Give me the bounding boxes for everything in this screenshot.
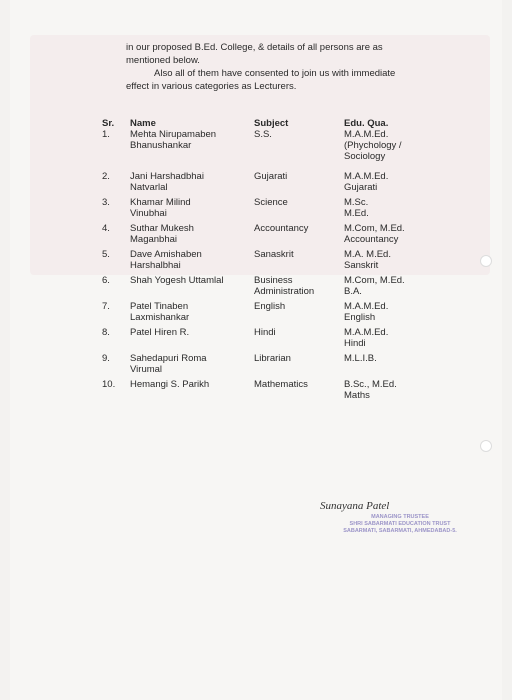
row-sr: 6.: [102, 275, 110, 286]
row-name: Dave Amishaben: [130, 249, 202, 260]
row-qualification: (Phychology /: [344, 140, 402, 151]
row-name: Virumal: [130, 364, 163, 375]
header-subject: Subject: [254, 118, 289, 129]
row-name: Mehta Nirupamaben: [130, 129, 217, 140]
punch-hole: [480, 440, 492, 452]
row-qualification: M.A.M.Ed.: [344, 171, 389, 182]
row-subject: English: [254, 301, 286, 312]
intro-paragraph: [126, 41, 426, 93]
row-name: Khamar Milind: [130, 197, 191, 208]
seal-line: SABARMATI, SABARMATI, AHMEDABAD-5.: [343, 528, 457, 534]
row-qualification: M.Sc.: [344, 197, 369, 208]
row-sr: 10.: [102, 379, 116, 390]
row-qualification: M.A.M.Ed.: [344, 129, 389, 140]
row-name: Patel Tinaben: [130, 301, 189, 312]
row-name: Bhanushankar: [130, 140, 192, 151]
signature: Sunayana Patel: [320, 500, 390, 512]
row-qualification: Gujarati: [344, 182, 378, 193]
row-qualification: M.Ed.: [344, 208, 369, 219]
row-name: Suthar Mukesh: [130, 223, 194, 234]
row-sr: 5.: [102, 249, 110, 260]
row-name: Vinubhai: [130, 208, 167, 219]
row-qualification: Sociology: [344, 151, 386, 162]
row-qualification: Hindi: [344, 338, 366, 349]
row-subject: Business: [254, 275, 293, 286]
seal-line: SHRI SABARMATI EDUCATION TRUST: [349, 521, 451, 527]
row-name: Sahedapuri Roma: [130, 353, 207, 364]
row-subject: Librarian: [254, 353, 291, 364]
row-subject: Administration: [254, 286, 315, 297]
row-qualification: M.Com, M.Ed.: [344, 275, 405, 286]
row-sr: 1.: [102, 129, 110, 140]
row-qualification: M.Com, M.Ed.: [344, 223, 405, 234]
header-qualification: Edu. Qua.: [344, 118, 389, 129]
row-subject: Mathematics: [254, 379, 308, 390]
row-subject: Hindi: [254, 327, 276, 338]
row-name: Harshalbhai: [130, 260, 181, 271]
row-subject: Accountancy: [254, 223, 309, 234]
row-qualification: Maths: [344, 390, 370, 401]
row-sr: 9.: [102, 353, 110, 364]
row-name: Shah Yogesh Uttamlal: [130, 275, 224, 286]
intro-line: in our proposed B.Ed. College, & details of all persons are as: [126, 42, 383, 53]
row-sr: 7.: [102, 301, 110, 312]
row-name: Jani Harshadbhai: [130, 171, 204, 182]
row-qualification: B.A.: [344, 286, 362, 297]
row-name: Hemangi S. Parikh: [130, 379, 210, 390]
row-subject: Sanaskrit: [254, 249, 294, 260]
row-sr: 2.: [102, 171, 110, 182]
document-page: [10, 0, 502, 700]
row-name: Maganbhai: [130, 234, 178, 245]
row-qualification: Sanskrit: [344, 260, 379, 271]
row-sr: 8.: [102, 327, 110, 338]
row-sr: 3.: [102, 197, 110, 208]
signature-block: [310, 500, 490, 550]
intro-line: effect in various categories as Lecturers.: [126, 81, 297, 92]
intro-line: mentioned below.: [126, 55, 200, 66]
row-qualification: Accountancy: [344, 234, 399, 245]
punch-hole: [480, 255, 492, 267]
row-sr: 4.: [102, 223, 110, 234]
trust-seal: [300, 514, 500, 535]
row-qualification: M.A.M.Ed.: [344, 327, 389, 338]
seal-line: MANAGING TRUSTEE: [371, 514, 429, 520]
row-name: Natvarlal: [130, 182, 168, 193]
row-subject: Science: [254, 197, 288, 208]
row-subject: Gujarati: [254, 171, 288, 182]
row-name: Laxmishankar: [130, 312, 190, 323]
row-qualification: B.Sc., M.Ed.: [344, 379, 397, 390]
row-qualification: M.A. M.Ed.: [344, 249, 391, 260]
header-sr: Sr.: [102, 118, 115, 129]
row-qualification: M.L.I.B.: [344, 353, 377, 364]
row-qualification: English: [344, 312, 376, 323]
intro-line: Also all of them have consented to join us with immediate: [154, 68, 396, 79]
row-subject: S.S.: [254, 129, 272, 140]
row-name: Patel Hiren R.: [130, 327, 190, 338]
row-qualification: M.A.M.Ed.: [344, 301, 389, 312]
header-name: Name: [130, 118, 156, 129]
